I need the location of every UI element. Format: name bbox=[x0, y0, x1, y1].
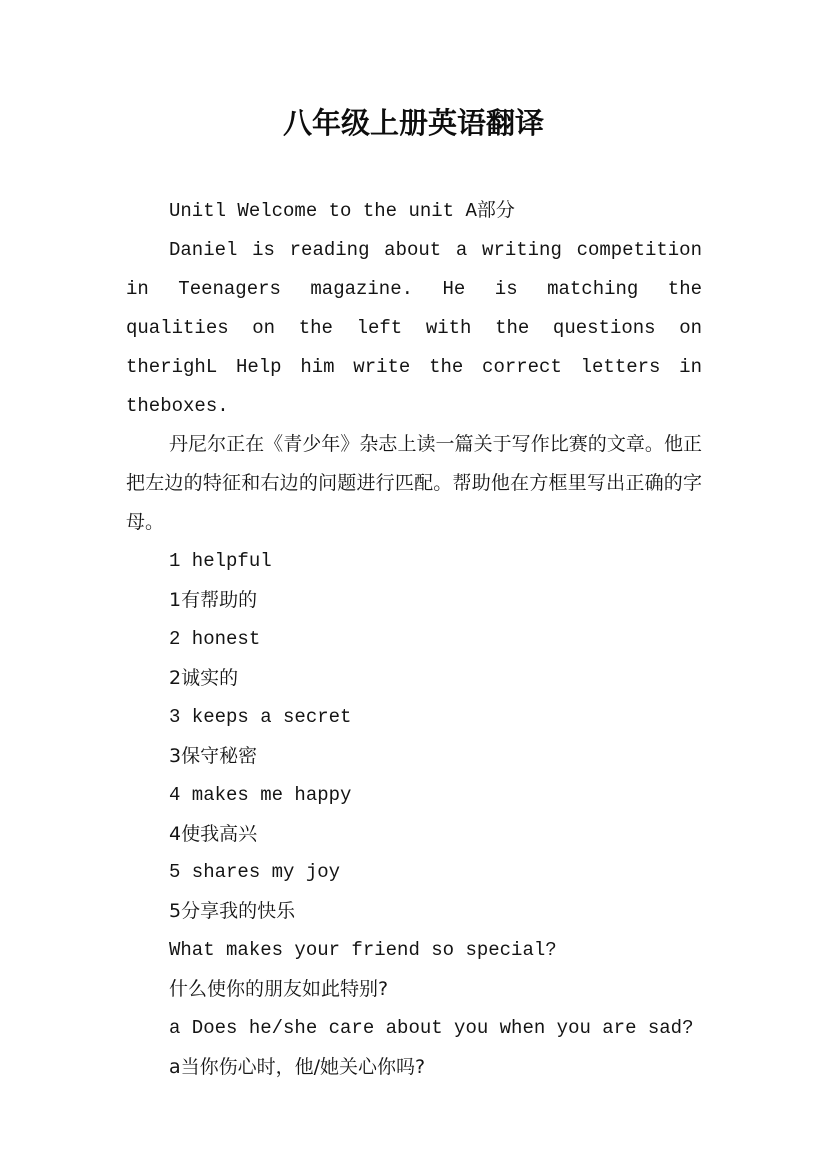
intro-english-paragraph: Daniel is reading about a writing competition in Teenagers magazine. He is matching the qualities on the left with the questions on therighL Help him write the correct letters in theboxes. bbox=[126, 238, 702, 417]
item-5-chinese: 5分享我的快乐 bbox=[169, 900, 296, 923]
item-2-chinese: 2诚实的 bbox=[169, 666, 239, 689]
document-body bbox=[126, 192, 702, 1087]
item-3-english: 3 keeps a secret bbox=[169, 705, 352, 728]
item-4-english: 4 makes me happy bbox=[169, 783, 352, 806]
item-5-english: 5 shares my joy bbox=[169, 861, 341, 884]
unit-heading: Unitl Welcome to the unit A部分 bbox=[169, 200, 515, 222]
sub-question-a-chinese: a当你伤心时，他/她关心你吗? bbox=[169, 1055, 426, 1078]
item-1-chinese: 1有帮助的 bbox=[169, 589, 258, 612]
item-3-chinese: 3保守秘密 bbox=[169, 744, 258, 767]
sub-question-a-english: a Does he/she care about you when you are sad? bbox=[169, 1017, 694, 1040]
item-2-english: 2 honest bbox=[169, 627, 261, 650]
item-1-english: 1 helpful bbox=[169, 550, 272, 573]
document-title: 八年级上册英语翻译 bbox=[282, 106, 544, 140]
intro-chinese-paragraph: 丹尼尔正在《青少年》杂志上读一篇关于写作比赛的文章。他正把左边的特征和右边的问题进行匹配。帮助他在方框里写出正确的字母。 bbox=[126, 433, 702, 534]
question-english: What makes your friend so special? bbox=[169, 939, 557, 962]
item-4-chinese: 4使我高兴 bbox=[169, 822, 258, 845]
question-chinese: 什么使你的朋友如此特别? bbox=[169, 978, 389, 1001]
